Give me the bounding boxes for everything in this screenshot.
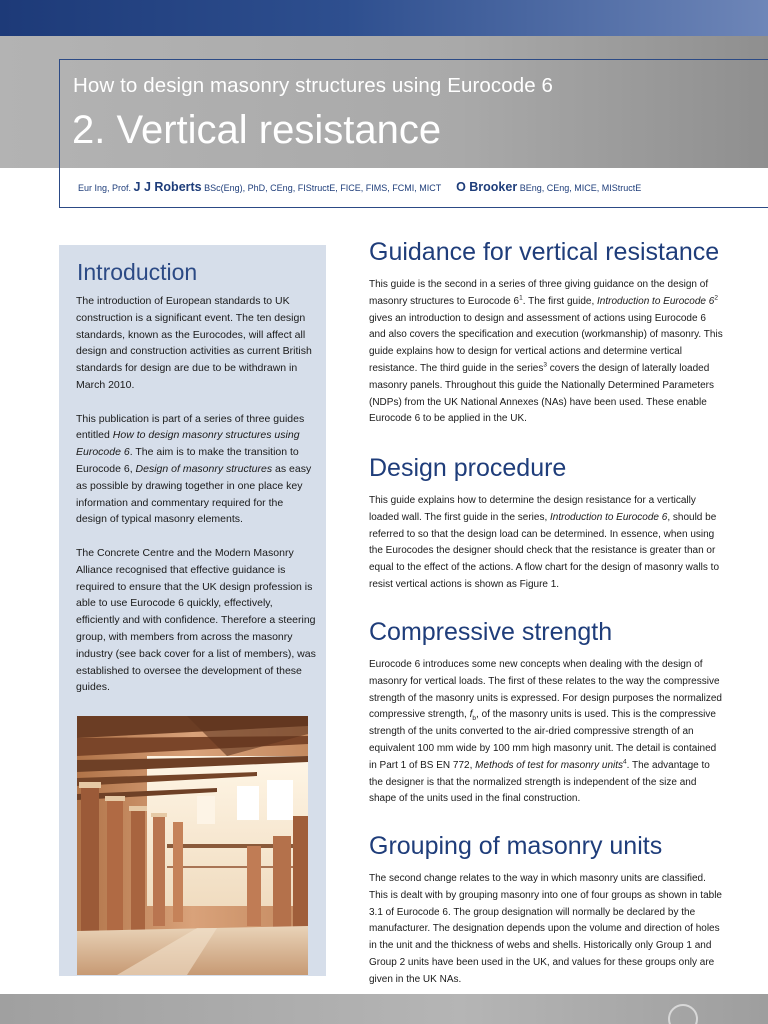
introduction-sidebar	[59, 245, 326, 976]
heading-guidance: Guidance for vertical resistance	[369, 238, 720, 266]
author1-prefix: Eur Ing, Prof.	[78, 183, 132, 193]
heading-compressive-strength: Compressive strength	[369, 618, 613, 646]
author1-quals: BSc(Eng), PhD, CEng, FIStructE, FICE, FIMS, FCMI, MICT	[204, 183, 442, 193]
section-design-procedure	[369, 454, 725, 594]
sidebar-paragraph-1: The introduction of European standards to UK construction is a significant event. The ten design standards, known as the Eurocodes, will affect all design and construction activities as current British standards for design are due to be withdrawn in March 2010.	[76, 295, 312, 391]
top-color-band	[0, 0, 768, 36]
bottom-color-band	[0, 994, 768, 1024]
section-compressive-strength	[369, 618, 725, 808]
series-title: How to design masonry structures using Eurocode 6	[73, 74, 554, 97]
section-grouping	[369, 832, 725, 989]
author-line	[78, 180, 641, 194]
sidebar-paragraph-3: The Concrete Centre and the Modern Masonry Alliance recognised that effective guidance is required to ensure that the UK design profession is able to use Eurocode 6 quickly, effectively, efficiently and with confidence. Therefore a steering group, with members from across the masonry industry (see back cover for a list of members), was established to oversee the development of these guides.	[76, 546, 316, 694]
body-guidance: This guide is the second in a series of three giving guidance on the design of masonry structures to Eurocode $6^1$. The first guide, Introduction to Eurocode $6^2$ gives an introduction to design and assessment of actions using Eurocode 6 and also covers the specification and execution (workmanship) of masonry. This guide explains how to design for vertical actions and determine vertical resistance. The third guide in the series$^3$ covers the design of laterally loaded masonry panels. Throughout this guide the Nationally Determined Parameters (NDPs) from the UK National Annexes (NAs) have been used. These enable Eurocode 6 to be applied in the UK.	[369, 279, 723, 425]
author2-quals: BEng, CEng, MICE, MIStructE	[519, 183, 642, 193]
heading-grouping: Grouping of masonry units	[369, 832, 663, 860]
body-design-procedure: This guide explains how to determine the design resistance for a vertically loaded wall. The first guide in the series, Introduction to Eurocode 6, should be referred to so that the design load can be determined. In essence, when using the Eurocodes the designer should check that the resistance is greater than or equal to the effect of the actions. A flow chart for the design of masonry walls to resist vertical actions is shown as Figure 1.	[369, 495, 720, 590]
author1-name: J J Roberts	[133, 180, 202, 194]
building-interior-photo	[77, 716, 308, 975]
section-guidance	[369, 238, 725, 428]
page-title: 2. Vertical resistance	[72, 108, 442, 152]
sidebar-body	[76, 293, 316, 713]
heading-design-procedure: Design procedure	[369, 454, 567, 482]
sidebar-paragraph-2: This publication is part of a series of three guides entitled How to design masonry structures using Eurocode 6. The aim is to make the transition to Eurocode 6, Design of masonry structures as easy as possible by drawing together in one place key information and commentary required for the design of typical masonry elements.	[76, 412, 312, 526]
body-grouping: The second change relates to the way in which masonry units are classified. This is dealt with by grouping masonry into one of four groups as shown in table 3.1 of Eurocode 6. The group designation will normally be declared by the manufacturer. The designation depends upon the volume and direction of holes in the unit and the thickness of webs and shells. Historically only Group 1 and Group 2 units have been used in the UK, and values for these groups only are given in the UK NAs.	[369, 873, 722, 985]
author2-name: O Brooker	[456, 180, 518, 194]
body-compressive-strength: Eurocode 6 introduces some new concepts when dealing with the design of masonry for vertical loads. The first of these relates to the way the compressive strength of the masonry units is expressed. For design purposes the normalized compressive strength, $f_b$, of the masonry units is used. This is the compressive strength of the units converted to the air-dried compressive strength of an equivalent 100 mm wide by 100 mm high masonry unit. The detail is contained in Part 1 of BS EN 772, Methods of test for masonry units$^4$. The advantage to the designer is that the normalized strength is independent of the size and shape of the units used in the final construction.	[369, 659, 722, 805]
sidebar-heading: Introduction	[77, 259, 198, 285]
